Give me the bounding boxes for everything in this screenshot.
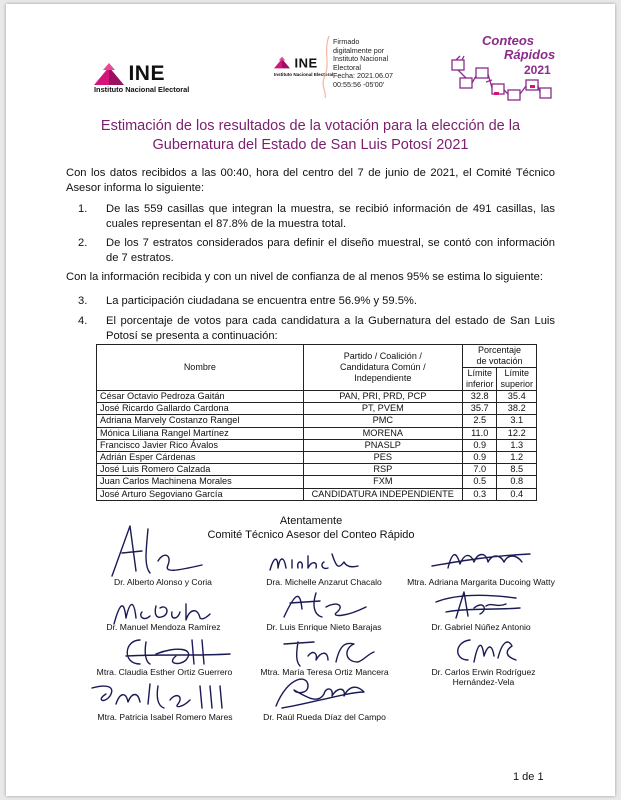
closing-line2: Comité Técnico Asesor del Conteo Rápido — [207, 528, 415, 541]
header-percentage: Porcentaje de votación — [462, 345, 536, 368]
lower-limit: 0.9 — [462, 451, 497, 463]
signatory-name: Dr. Raúl Rueda Díaz del Campo — [263, 712, 386, 722]
party: PAN, PRI, PRD, PCP — [303, 391, 462, 403]
candidate-name: Adrián Esper Cárdenas — [97, 451, 304, 463]
signatory-name: Dr. Luis Enrique Nieto Barajas — [266, 622, 382, 632]
candidate-name: José Arturo Segoviano García — [97, 488, 304, 500]
confidence-paragraph: Con la información recibida y con un nivel de confianza de al menos 95% se estima lo siguiente: — [66, 271, 543, 283]
conteos-year: 2021 — [524, 63, 551, 77]
header-name: Nombre — [97, 345, 304, 391]
signatory-name: Dr. Alberto Alonso y Coria — [114, 577, 212, 587]
ine-logo-left — [94, 62, 224, 94]
upper-limit: 38.2 — [497, 403, 537, 415]
signatory-name: Mtra. Claudia Esther Ortiz Guerrero — [96, 667, 233, 677]
signature-rueda-icon — [268, 672, 378, 712]
stamp-line: digitalmente por — [333, 45, 385, 55]
title-line1: Estimación de los resultados de la votación para la elección de la — [100, 118, 521, 134]
table-row — [97, 391, 537, 403]
candidate-name: Francisco Javier Rico Ávalos — [97, 439, 304, 451]
table-row — [97, 476, 537, 488]
party: MORENA — [303, 427, 462, 439]
lower-limit: 32.8 — [462, 391, 497, 403]
title-line2: Gubernatura del Estado de San Luis Potosí 2021 — [152, 137, 469, 153]
lower-limit: 35.7 — [462, 403, 497, 415]
signature-ducoing-icon — [426, 544, 536, 574]
ine-logo-mark-icon — [94, 63, 124, 85]
conteos-line1: Conteos — [482, 33, 534, 48]
table-row — [97, 488, 537, 500]
signature-romero-icon — [86, 678, 236, 714]
candidate-name: Juan Carlos Machinena Morales — [97, 476, 304, 488]
list-item: 2. De los 7 estratos considerados para definir el diseño muestral, se contó con información de 7 estratos. — [78, 237, 555, 264]
upper-limit: 1.2 — [497, 451, 537, 463]
lower-limit: 0.9 — [462, 439, 497, 451]
lower-limit: 7.0 — [462, 464, 497, 476]
ine-name-center: Instituto Nacional Electoral — [274, 72, 334, 77]
conteos-line2: Rápidos — [504, 47, 556, 62]
stamp-line: Fecha: 2021.06.07 — [333, 71, 393, 81]
signature-ortiz-guerrero-icon — [116, 634, 236, 670]
candidate-name: César Octavio Pedroza Gaitán — [97, 391, 304, 403]
party: PNASLP — [303, 439, 462, 451]
signatory-name: Dr. Manuel Mendoza Ramírez — [106, 622, 221, 632]
stamp-line: Electoral — [333, 62, 361, 72]
table-row — [97, 439, 537, 451]
signature-anzarut-icon — [266, 550, 366, 576]
upper-limit: 8.5 — [497, 464, 537, 476]
candidate-name: Adriana Marvely Costanzo Rangel — [97, 415, 304, 427]
party: CANDIDATURA INDEPENDIENTE — [303, 488, 462, 500]
signature-rodriguez-icon — [446, 632, 526, 668]
signatory-name: Dr. Gabriel Núñez Antonio — [431, 622, 531, 632]
upper-limit: 12.2 — [497, 427, 537, 439]
candidate-name: José Luis Romero Calzada — [97, 464, 304, 476]
ine-logo-mark-icon — [274, 56, 290, 69]
stamp-line: 00:55:56 -05'00' — [333, 79, 385, 89]
signatory-name: Dr. Carlos Erwin Rodríguez Hernández-Vela — [431, 667, 536, 687]
lower-limit: 0.5 — [462, 476, 497, 488]
lower-limit: 11.0 — [462, 427, 497, 439]
party: PES — [303, 451, 462, 463]
signature-nieto-icon — [276, 587, 376, 623]
signature-nunez-icon — [426, 588, 526, 624]
list-item: 4. El porcentaje de votos para cada candidatura a la Gubernatura del estado de San Luis Potosí se presenta a continuación: — [78, 315, 555, 342]
stamp-line: Instituto Nacional — [333, 54, 389, 64]
ine-abbr-left: INE — [128, 62, 165, 85]
lower-limit: 2.5 — [462, 415, 497, 427]
header-party: Partido / Coalición / Candidatura Común / Independiente — [303, 345, 462, 391]
list-item: 1. De las 559 casillas que integran la muestra, se recibió información de 491 casillas, las cuales representan el 87.8% de la muestra total. — [78, 203, 555, 230]
upper-limit: 0.8 — [497, 476, 537, 488]
table-row — [97, 464, 537, 476]
ine-name-left: Instituto Nacional Electoral — [94, 85, 190, 94]
signatory-name: Mtra. María Teresa Ortiz Mancera — [260, 667, 389, 677]
upper-limit: 1.3 — [497, 439, 537, 451]
upper-limit: 35.4 — [497, 391, 537, 403]
signature-alonso-icon — [102, 521, 222, 581]
table-row — [97, 427, 537, 439]
signatory-name: Mtra. Patricia Isabel Romero Mares — [97, 712, 233, 722]
document-page — [6, 4, 615, 796]
stamp-line: Firmado — [333, 37, 360, 46]
conteos-rapidos-logo — [446, 30, 556, 112]
table-row — [97, 403, 537, 415]
intro-paragraph: Con los datos recibidos a las 00:40, hora del centro del 7 de junio de 2021, el Comité Técnico Asesor informa lo siguiente: — [66, 167, 555, 194]
ballot-boxes-icon — [446, 30, 556, 112]
list-item: 3. La participación ciudadana se encuentra entre 56.9% y 59.5%. — [78, 295, 417, 307]
header-upper-limit: Límite superior — [497, 368, 537, 391]
signature-ortiz-mancera-icon — [274, 634, 384, 670]
document-title — [66, 117, 555, 155]
party: FXM — [303, 476, 462, 488]
party: RSP — [303, 464, 462, 476]
ine-abbr-center: INE — [294, 55, 318, 71]
candidate-name: Mónica Liliana Rangel Martínez — [97, 427, 304, 439]
signature-stroke-icon — [319, 34, 333, 100]
page-number: 1 de 1 — [513, 771, 544, 783]
lower-limit: 0.3 — [462, 488, 497, 500]
party: PMC — [303, 415, 462, 427]
signatory-name: Mtra. Adriana Margarita Ducoing Watty — [407, 577, 555, 587]
results-table — [96, 344, 537, 501]
upper-limit: 0.4 — [497, 488, 537, 500]
closing-line1: Atentamente — [279, 515, 343, 527]
table-row — [97, 451, 537, 463]
candidate-name: José Ricardo Gallardo Cardona — [97, 403, 304, 415]
upper-limit: 3.1 — [497, 415, 537, 427]
table-row — [97, 415, 537, 427]
header-lower-limit: Límite inferior — [462, 368, 497, 391]
signatory-name: Dra. Michelle Anzarut Chacalo — [266, 577, 382, 587]
party: PT, PVEM — [303, 403, 462, 415]
